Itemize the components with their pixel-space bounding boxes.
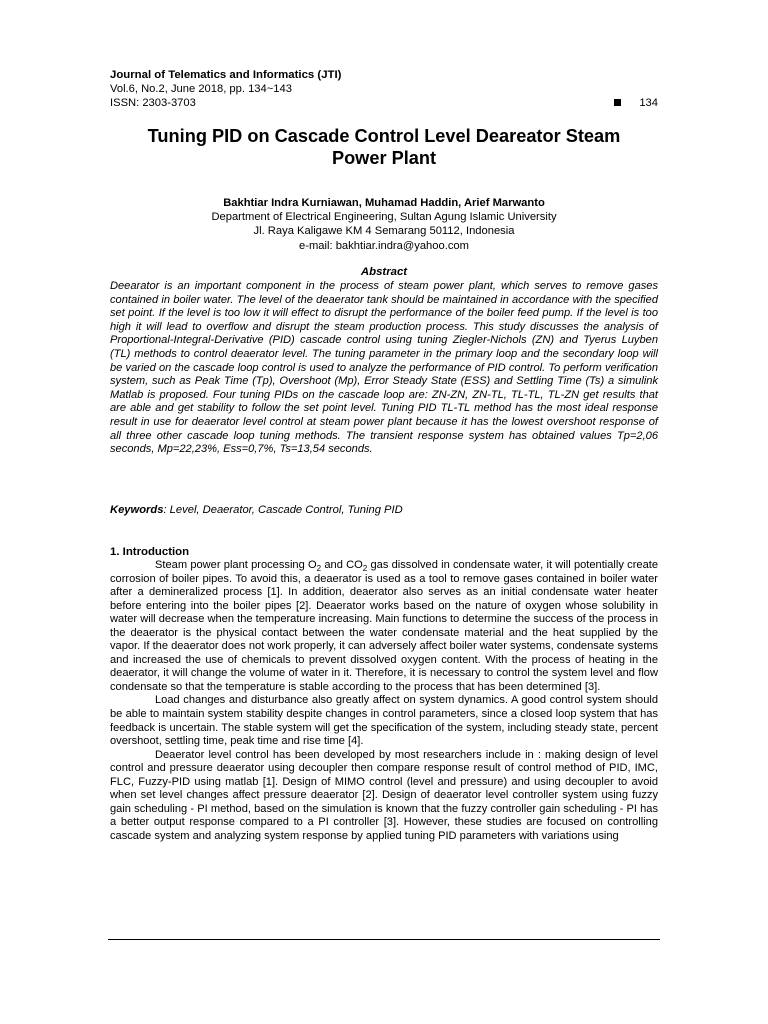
- title-line-1: Tuning PID on Cascade Control Level Deareator Steam: [147, 126, 621, 146]
- issn: ISSN: 2303-3703: [110, 97, 196, 109]
- paragraph-3: Deaerator level control has been developed by most researchers include in : making design of level control and pressure deaerator using decoupler then compare response result of control method of PID, IMC, FLC, Fuzzy-PID using matlab [1]. Design of MIMO control (level and pressure) and using decoupler to avoid when set level changes affect pressure deaerator [2]. Design of deaerator level controller system using fuzzy gain scheduling - PI method, based on the simulation is known that the fuzzy controller gain scheduling - PI has a better output response compared to a PI controller [3]. However, these studies are focused on controlling cascade system and analyzing system response by applied tuning PID parameters with variations using: [110, 748, 658, 842]
- keywords-line: [110, 504, 658, 516]
- keywords-text: : Level, Deaerator, Cascade Control, Tuning PID: [163, 504, 403, 516]
- paper-title: [110, 125, 658, 169]
- title-line-2: Power Plant: [331, 148, 437, 168]
- author-affiliation: Department of Electrical Engineering, Sultan Agung Islamic University: [211, 211, 557, 224]
- issn-row: [110, 96, 658, 110]
- footer-rule: [108, 939, 660, 940]
- paragraph-2: Load changes and disturbance also greatly affect on system dynamics. A good control system should be able to maintain system stability despite changes in control parameters, since a closed loop system that has feedback is uncertain. The stable system will get the specification of the system, including steady state, percent overshoot, settling time, peak time and rise time [4].: [110, 694, 658, 748]
- introduction-body: [110, 559, 658, 843]
- author-address: Jl. Raya Kaligawe KM 4 Semarang 50112, Indonesia: [253, 225, 515, 238]
- paragraph-1-text-b: and CO: [321, 559, 363, 571]
- keywords-label: Keywords: [110, 504, 164, 516]
- subscript-2: 2: [362, 564, 368, 574]
- page-number: 134: [639, 97, 658, 109]
- journal-volume: Vol.6, No.2, June 2018, pp. 134~143: [110, 83, 292, 95]
- square-bullet-icon: [614, 99, 621, 106]
- paragraph-1-text-c: gas dissolved in condensate water, it will potentially create corrosion of boiler pipes. To avoid this, a deaerator is used as a tool to remove gases contained in boiler water after a demineralized process [1]. In addition, deaerator also serves as an initial condensate water heater before entering into the boiler pipes [2]. Deaerator works based on the nature of oxygen whose solubility in water will decrease when the temperature increasing. Main functions to determine the success of the process in the deaerator is the physical contact between the water condensate material and the heat supplied by the vapor. If the deaerator does not work properly, it can adversely affect boiler water systems, condensate systems and increased the use of chemicals to prevent dissolved oxygen content. With the process of heating in the deaerator, it will change the volume of water in it. Therefore, it is necessary to control the system level and flow condensate so that the temperature is stable according to the process that has been determined [3].: [110, 559, 658, 693]
- section-heading-introduction: 1. Introduction: [110, 546, 190, 558]
- paragraph-1-text-a: Steam power plant processing O: [155, 559, 317, 571]
- abstract-heading: Abstract: [360, 266, 408, 278]
- abstract-text: Deearator is an important component in the process of steam power plant, which serves to remove gases contained in boiler water. The level of the deaerator tank should be maintained in accordance with the specified set point. If the level is too low it will effect to disrupt the performance of the boiler feed pump. If the level is too high it will lead to overflow and disrupt the steam production process. This study discusses the analysis of Proportional-Integral-Derivative (PID) cascade control using tuning Ziegler-Nichols (ZN) and Tyerus Luyben (TL) methods to control deaerator level. The tuning parameter in the primary loop and the secondary loop will be varied on the cascade loop control is used to analyze the performance of PID control. To perform verification system, such as Peak Time (Tp), Overshoot (Mp), Error Steady State (ESS) and Settling Time (Ts) a simulink Matlab is proposed. Four tuning PIDs on the cascade loop are: ZN-ZN, ZN-TL, TL-TL, TL-ZN get results that are able and get stability to follow the set point level. Tuning PID TL-TL method has the most ideal response result in use for deaerator level control at steam power plant because it has the lowest overshoot response of all three other cascade loop tuning methods. The transient response system has obtained values Tp=2,06 seconds, Mp=22,23%, Ess=0,7%, Ts=13,54 seconds.: [110, 280, 658, 456]
- author-email: e-mail: bakhtiar.indra@yahoo.com: [299, 239, 469, 252]
- paragraph-1: [110, 559, 658, 694]
- journal-name: Journal of Telematics and Informatics (JTI): [110, 69, 342, 81]
- subscript-2: 2: [316, 564, 322, 574]
- author-block: [110, 196, 658, 253]
- page-header: [110, 68, 658, 110]
- author-names: Bakhtiar Indra Kurniawan, Muhamad Haddin, Arief Marwanto: [223, 197, 545, 209]
